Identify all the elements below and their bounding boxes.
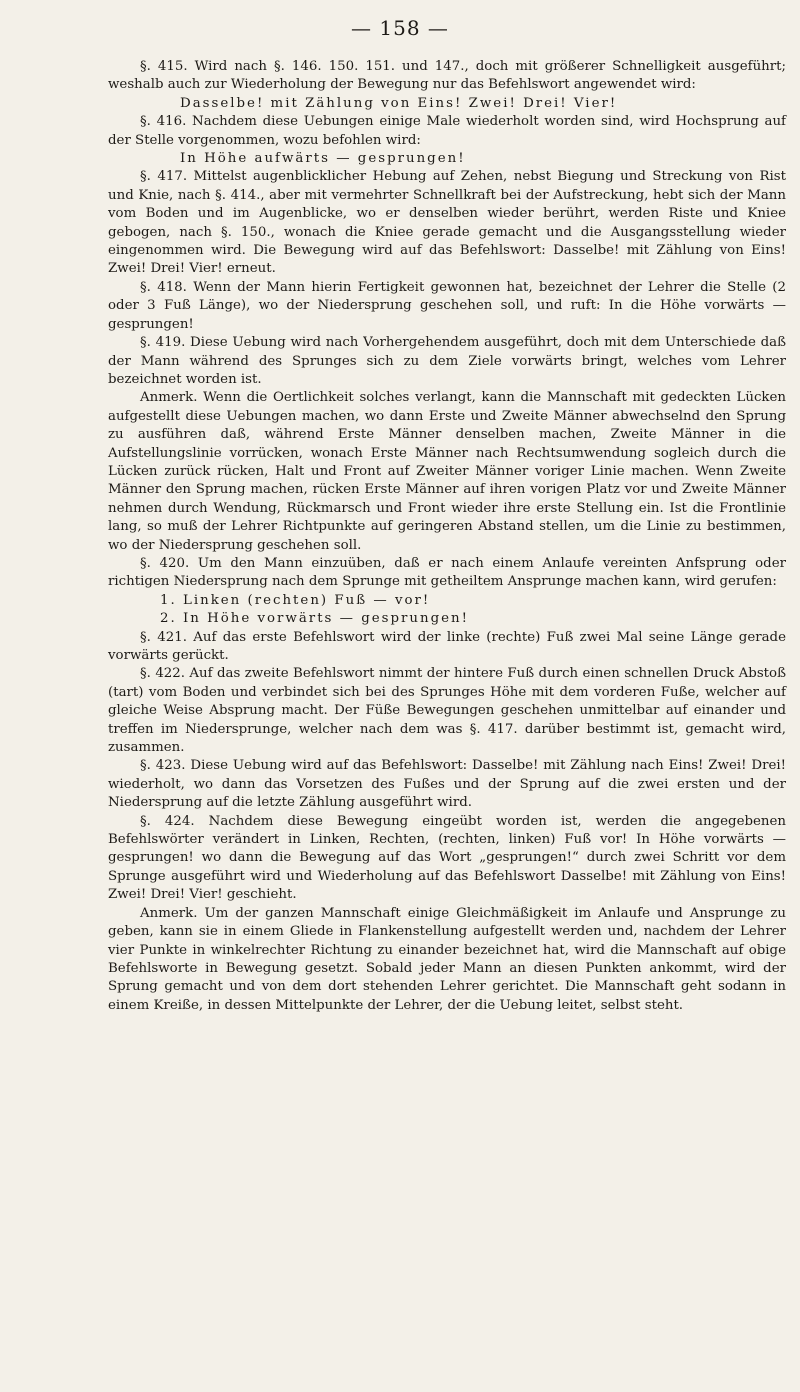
paragraph: §. 415. Wird nach §. 146. 150. 151. und 147., doch mit größerer Schnelligkeit ausgeführt; weshalb auch zur Wiederholung der Bewegung nur das Befehlswort angewendet wird: [108,59,786,93]
paragraph: Anmerk. Um der ganzen Mannschaft einige Gleichmäßigkeit im Anlaufe und Ansprunge zu geben, kann sie in einem Gliede in Flankenstellung aufgestellt werden und, nachdem der Lehrer vier Punkte in winkelrechter Richtung zu einander bezeichnet hat, wird die Mannschaft auf obige Befehlsworte in Bewegung gesetzt. Sobald jeder Mann an diesen Punkten ankommt, wird der Sprung gemacht und von dem dort stehenden Lehrer gerichtet. Die Mannschaft geht sodann in einem Kreiße, in dessen Mittelpunkte der Lehrer, der die Uebung leitet, selbst steht. [108,905,786,1013]
paragraph: §. 423. Diese Uebung wird auf das Befehlswort: Dasselbe! mit Zählung nach Eins! Zwei! Drei! wiederholt, wo dann das Vorsetzen des Fußes und der Sprung auf die zwei ersten und der Niedersprung auf die letzte Zählung ausgeführt wird. [108,758,786,811]
paragraph: §. 418. Wenn der Mann hierin Fertigkeit gewonnen hat, bezeichnet der Lehrer die Stelle (2 oder 3 Fuß Länge), wo der Niedersprung geschehen soll, und ruft: In die Höhe vorwärts — gesprungen! [108,279,786,332]
paragraph: 1. Linken (rechten) Fuß — vor! [160,592,431,608]
paragraph: Dasselbe! mit Zählung von Eins! Zwei! Drei! Vier! [180,95,618,111]
paragraph: §. 417. Mittelst augenblicklicher Hebung auf Zehen, nebst Biegung und Streckung von Rist und Knie, nach §. 414., aber mit vermehrter Schnellkraft bei der Aufstreckung, hebt sich der Mann vom Boden und im Augenblicke, wo er denselben wieder berührt, werden Riste und Kniee gebogen, nach §. 150., wonach die Kniee gerade gemacht und die Ausgangsstellung wieder eingenommen wird. Die Bewegung wird auf das Befehlswort: Dasselbe! mit Zählung von Eins! Zwei! Drei! Vier! erneut. [108,169,786,277]
paragraph: §. 424. Nachdem diese Bewegung eingeübt worden ist, werden die angegebenen Befehlswörter verändert in Linken, Rechten, (rechten, linken) Fuß vor! In Höhe vorwärts — gesprungen! wo dann die Bewegung auf das Wort „gesprungen!“ durch zwei Schritt vor dem Sprunge ausgeführt wird und Wiederholung auf das Befehlswort Dasselbe! mit Zählung von Eins! Zwei! Drei! Vier! geschieht. [108,813,786,903]
paragraph: §. 419. Diese Uebung wird nach Vorhergehendem ausgeführt, doch mit dem Unterschiede daß der Mann während des Sprunges sich zu dem Ziele vorwärts bringt, welches vom Lehrer bezeichnet worden ist. [108,335,786,387]
paragraph: Anmerk. Wenn die Oertlichkeit solches verlangt, kann die Mannschaft mit gedeckten Lücken aufgestellt diese Uebungen machen, wo dann Erste und Zweite Männer abwechselnd den Sprung zu ausführen daß, während Erste Männer denselben machen, Zweite Männer in die Aufstellungslinie vorrücken, wonach Erste Männer nach Rechtsumwendung sogleich durch die Lücken zurück rücken, Halt und Front auf Zweiter Männer voriger Linie machen. Wenn Zweite Männer den Sprung machen, rücken Erste Männer auf ihren vorigen Platz vor und Zweite Männer nehmen durch Wendung, Rückmarsch und Front wieder ihre erste Stellung ein. Ist die Frontlinie lang, so muß der Lehrer Richtpunkte auf geringeren Abstand stellen, um die Linie zu bestimmen, wo der Niedersprung geschehen soll. [108,390,786,553]
page-number: — 158 — [351,16,449,40]
paragraph: §. 420. Um den Mann einzuüben, daß er nach einem Anlaufe vereinten Anfsprung oder richtigen Niedersprung nach dem Sprunge mit getheiltem Ansprunge machen kann, wird gerufen: [108,555,786,590]
body-text [108,58,786,1015]
paragraph: §. 416. Nachdem diese Uebungen einige Male wiederholt worden sind, wird Hochsprung auf der Stelle vorgenommen, wozu befohlen wird: [108,114,786,148]
paragraph: 2. In Höhe vorwärts — gesprungen! [160,611,470,627]
paragraph: In Höhe aufwärts — gesprungen! [180,151,466,167]
paragraph: §. 422. Auf das zweite Befehlswort nimmt der hintere Fuß durch einen schnellen Druck Abstoß (tart) vom Boden und verbindet sich bei des Sprunges Höhe mit dem vorderen Fuße, welcher auf gleiche Weise Absprung macht. Der Füße Bewegungen geschehen unmittelbar auf einander und treffen im Niedersprunge, welcher nach dem was §. 417. darüber bestimmt ist, gemacht wird, zusammen. [108,666,786,756]
paragraph: §. 421. Auf das erste Befehlswort wird der linke (rechte) Fuß zwei Mal seine Länge gerade vorwärts gerückt. [108,629,786,663]
